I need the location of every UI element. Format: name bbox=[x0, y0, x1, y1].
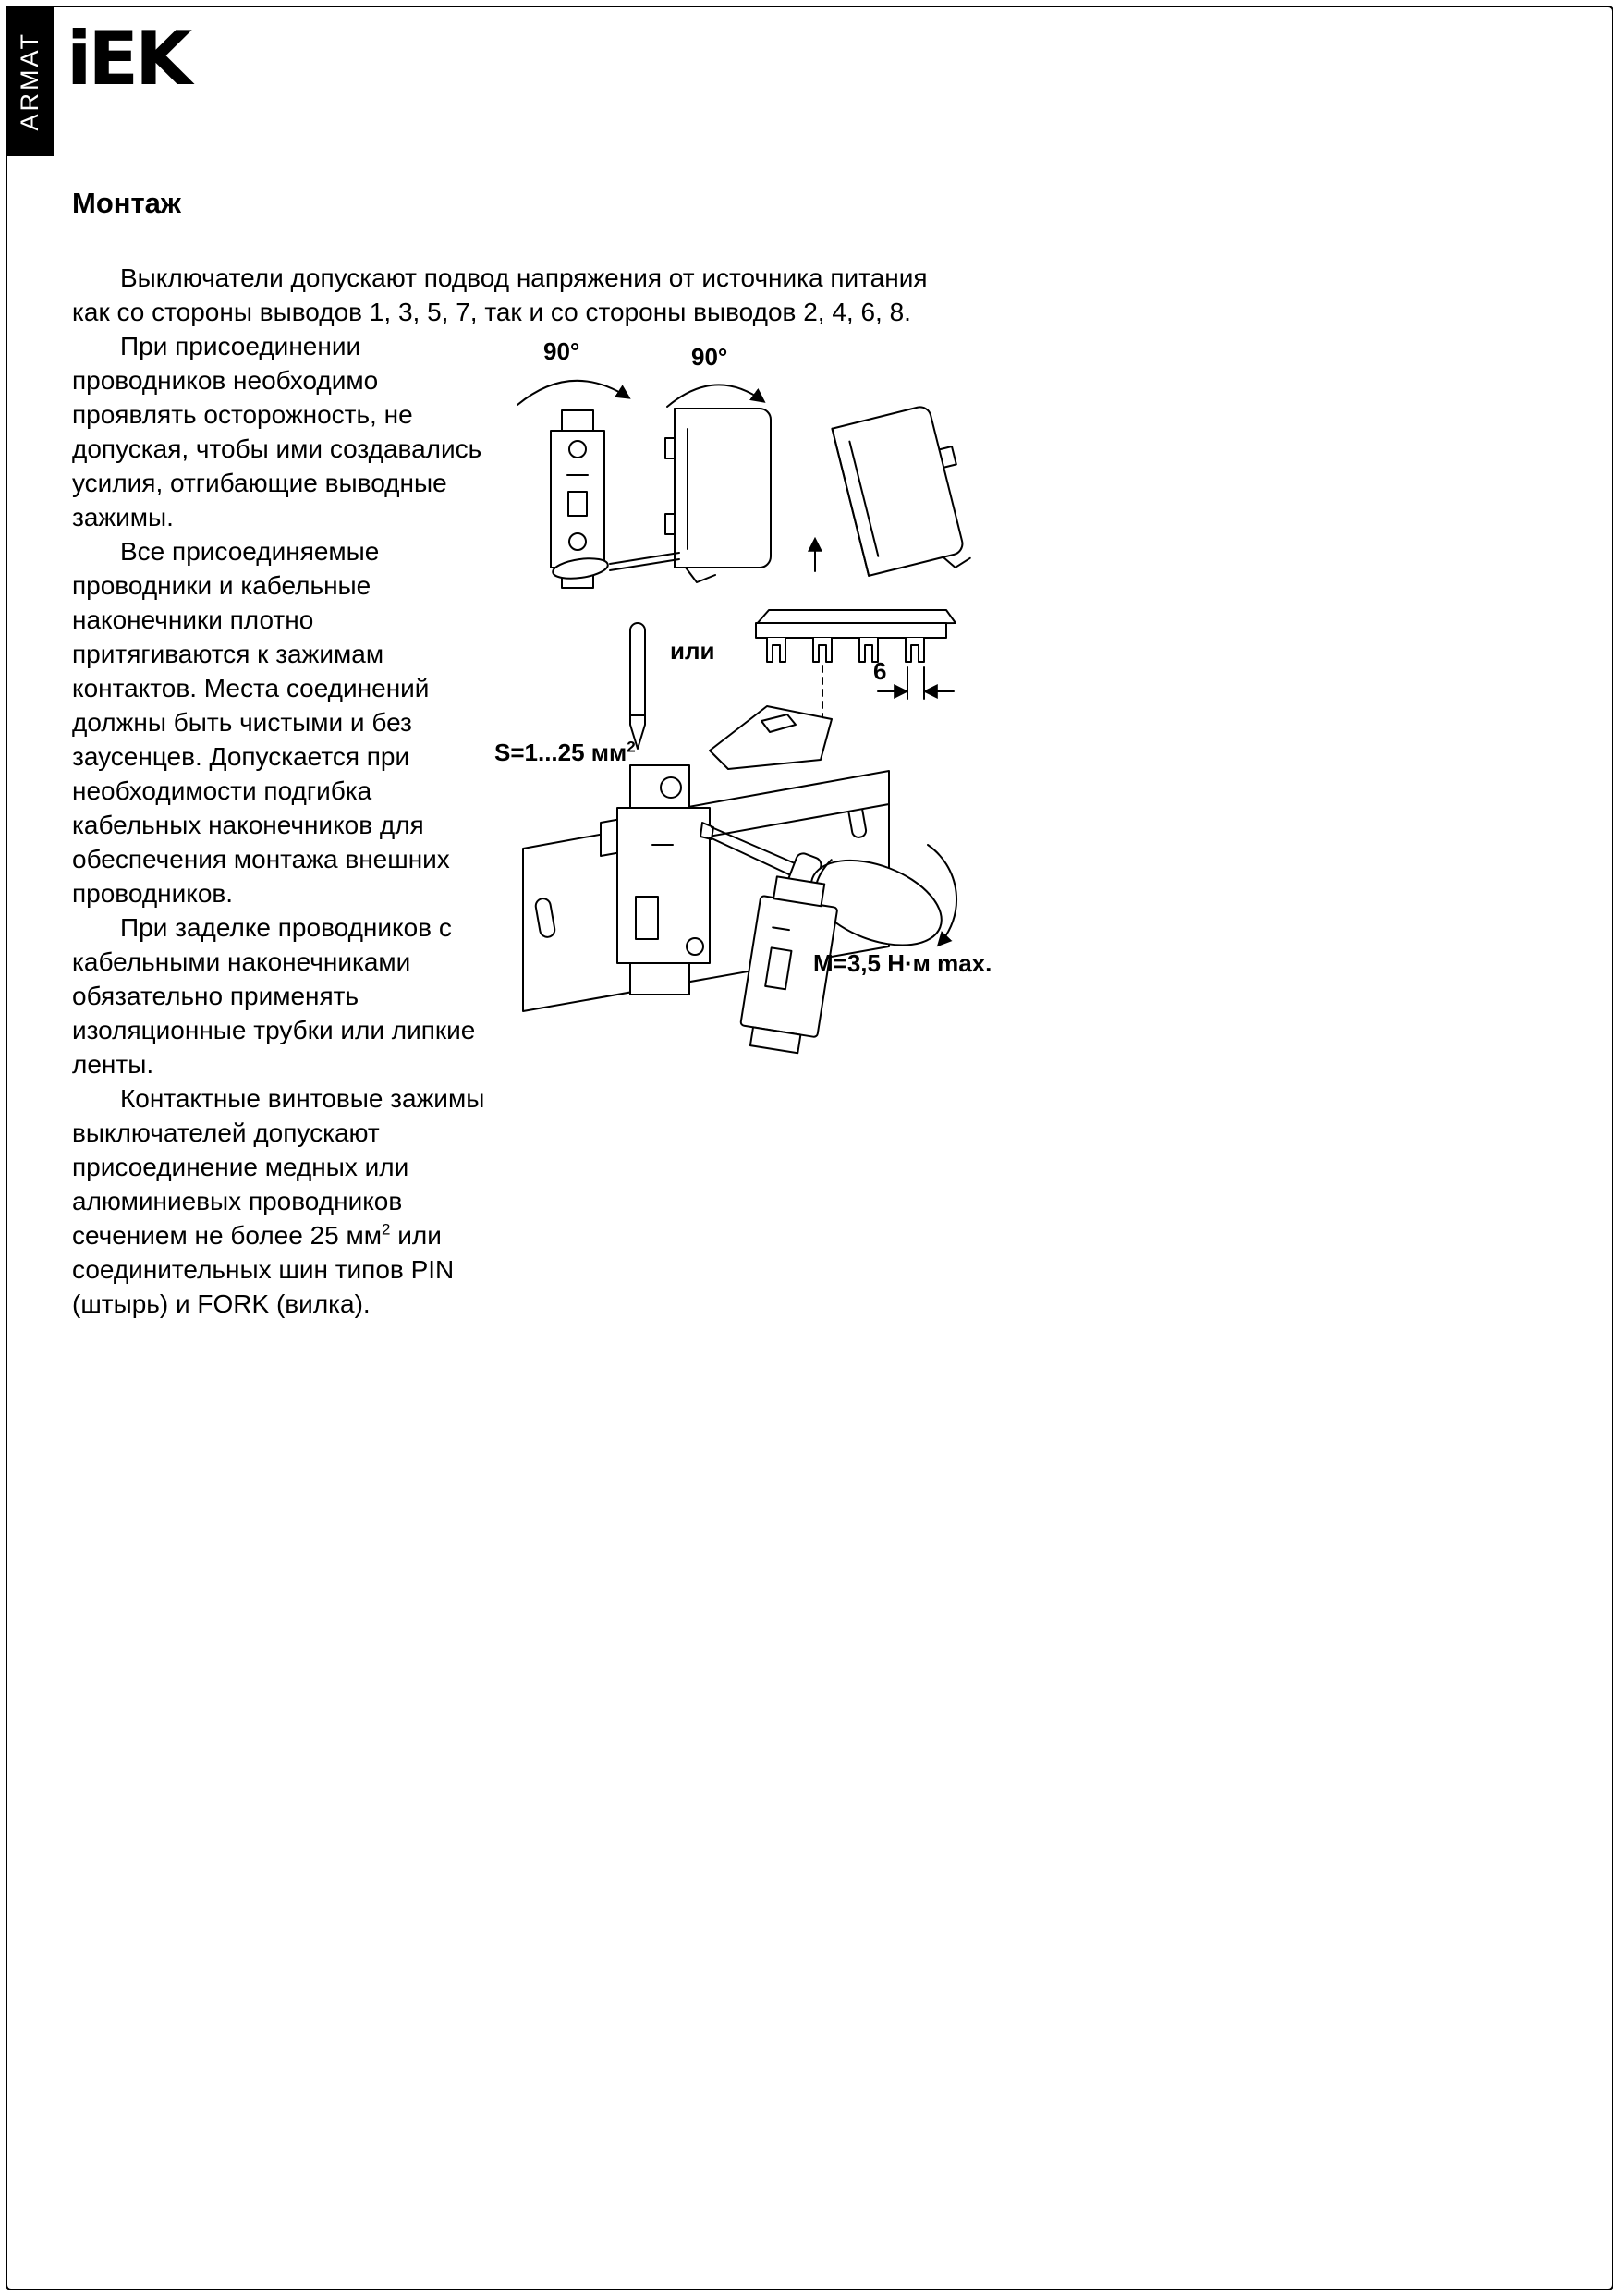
figure-column bbox=[490, 329, 1029, 1096]
or-label: или bbox=[670, 637, 715, 665]
superscript: 2 bbox=[382, 1220, 391, 1239]
paragraph-terminals: Все присоединяемые проводники и кабельные наконечники плотно притягиваются к зажимам контактов. Места соединений должны быть чистыми и без заусенцев. Допускается при необходимости подгибка кабельных наконечников для обеспечения монтажа внешних проводников. bbox=[72, 537, 450, 908]
iek-logo: iEK bbox=[67, 16, 189, 102]
paragraph-insulation: При заделке проводников с кабельными наконечниками обязательно применять изоляционные трубки или липкие ленты. bbox=[72, 913, 476, 1079]
section-title: Монтаж bbox=[72, 187, 181, 219]
intro-paragraph: Выключатели допускают подвод напряжения от источника питания как со стороны выводов 1, 3, 5, 7, так и со стороны выводов 2, 4, 6, 8. bbox=[72, 263, 928, 326]
cross-section-label bbox=[494, 736, 636, 770]
paragraph-caution: При присоединении проводников необходимо проявлять осторожность, не допуская, чтобы ими создавались усилия, отгибающие выводные зажимы. bbox=[72, 332, 482, 531]
rotation-angle-label-right: 90° bbox=[691, 343, 728, 371]
installation-illustration bbox=[490, 346, 1029, 1094]
armat-label: ARMAT bbox=[16, 31, 43, 131]
superscript: 2 bbox=[627, 738, 636, 756]
paragraph-text: Контактные винтовые зажимы выключателей допускают присоединение медных или алюминиевых проводников сечением не более 25 мм bbox=[72, 1084, 485, 1250]
paragraph-text: или соединительных шин типов PIN (штырь) и FORK (вилка). bbox=[72, 1221, 455, 1318]
pitch-dimension-label: 6 bbox=[873, 657, 887, 685]
armat-sidebar-tab bbox=[6, 6, 54, 156]
document-body bbox=[72, 261, 1029, 1321]
text-column bbox=[72, 329, 490, 1321]
cross-section-text: S=1...25 мм bbox=[494, 739, 627, 766]
content-columns bbox=[72, 329, 1029, 1321]
torque-label: M=3,5 Н·м max. bbox=[813, 949, 992, 977]
rotation-angle-label-left: 90° bbox=[543, 337, 580, 365]
paragraph-cross-section bbox=[72, 1081, 490, 1321]
